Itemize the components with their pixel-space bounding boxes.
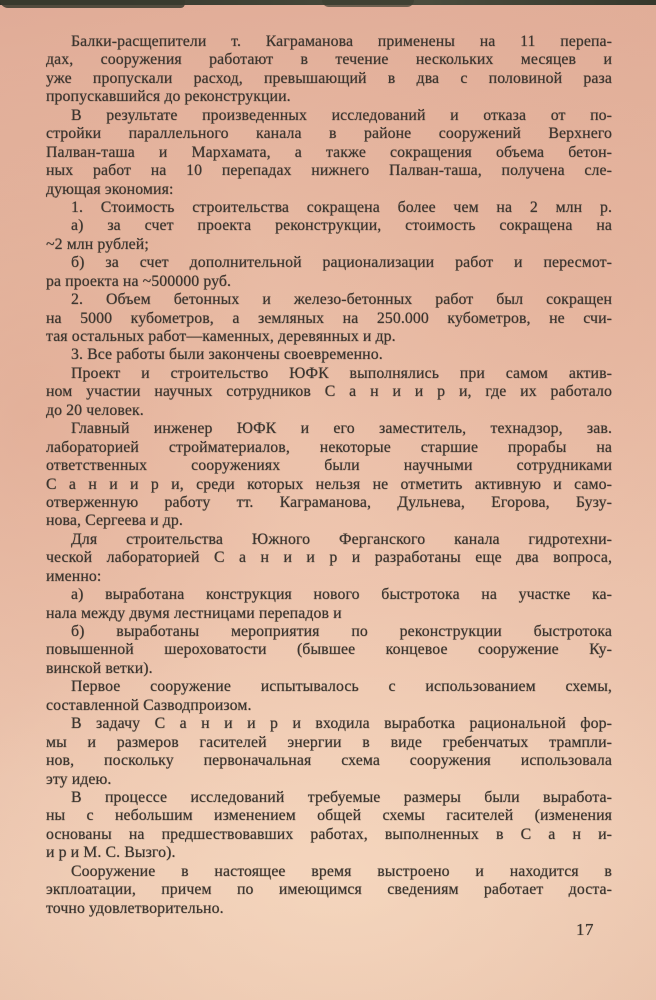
text-line: Сооружение в настоящее время выстроено и находится в [71, 862, 612, 880]
text-line: С а н и и р и, среди которых нельзя не отметить активную и само- [46, 475, 612, 493]
text-line: ческой лабораторией С а н и и р и разработаны еще два вопроса, [46, 549, 612, 567]
text-line: именно: [46, 567, 102, 585]
paragraph [46, 863, 612, 918]
text-line: ны с небольшим изменением общей схемы гасителей (изменения [46, 807, 612, 825]
paragraph [46, 586, 612, 623]
text-line: тая остальных работ—каменных, деревянных и др. [46, 328, 396, 345]
paragraph [46, 715, 612, 789]
text-line: отверженную работу тт. Каграманова, Дульнева, Егорова, Бузу- [46, 493, 612, 511]
text-line: основаны на предшествовавших работах, выполненных в С а н и- [46, 825, 612, 843]
text-line: Палван-таша и Мархамата, а также сокращения объема бетон- [46, 143, 612, 161]
paragraph [46, 291, 612, 346]
page-number: 17 [576, 920, 594, 939]
text-line: мы и размеров гасителей энергии в виде гребенчатых трампли- [46, 733, 612, 751]
text-line: дах, сооружения работают в течение нескольких месяцев и [46, 51, 612, 69]
paragraph [46, 678, 612, 715]
text-line: до 20 человек. [46, 401, 144, 419]
text-line: уже пропускали расход, превышающий в два с половиной раза [46, 69, 612, 87]
text-line: Для строительства Южного Ферганского канала гидротехни- [71, 530, 612, 548]
text-line: ~2 млн рублей; [46, 235, 149, 253]
paragraph [46, 531, 612, 586]
paragraph [46, 33, 612, 107]
text-line: повышенной шероховатости (бывшее концевое сооружение Ку- [46, 641, 612, 659]
text-line: эту идею. [46, 770, 112, 788]
text-line: В задачу С а н и и р и входила выработка рациональной фор- [71, 715, 612, 733]
text-line: б) за счет дополнительной рационализации работ и пересмот- [71, 254, 612, 272]
paragraph [46, 346, 612, 364]
paragraph [46, 254, 612, 291]
text-line: и р и М. С. Вызго). [46, 844, 176, 862]
text-line: нала между двумя лестницами перепадов и [46, 604, 342, 622]
paragraph [46, 623, 612, 678]
text-line: винской ветки). [46, 659, 153, 677]
text-line: точно удовлетворительно. [46, 899, 224, 917]
paragraph [46, 789, 612, 863]
text-line: 1. Стоимость строительства сокращена более чем на 2 млн р. [71, 198, 612, 216]
text-line: составленной Сазводпроизом. [46, 696, 252, 714]
text-line: нов, поскольку первоначальная схема сооружения использовала [46, 752, 612, 770]
paragraph [46, 107, 612, 199]
text-block [46, 33, 612, 918]
text-line: Проект и строительство ЮФК выполнялись при самом актив- [71, 364, 612, 382]
text-line: ном участии научных сотрудников С а н и и р и, где их работало [46, 383, 612, 401]
text-line: Балки-расщепители т. Каграманова применены на 11 перепа- [71, 33, 612, 50]
text-line: экплоатации, причем по имеющимся сведениям работает доста- [46, 881, 612, 899]
text-line: В процессе исследований требуемые размеры были выработа- [71, 788, 612, 806]
text-line: В результате произведенных исследований и отказа от по- [71, 106, 612, 124]
text-line: а) за счет проекта реконструкции, стоимость сокращена на [71, 217, 612, 235]
text-line: а) выработана конструкция нового быстротока на участке ка- [71, 586, 612, 604]
text-line: нова, Сергеева и др. [46, 512, 183, 530]
text-line: 2. Объем бетонных и железо-бетонных работ был сокращен [71, 291, 612, 309]
text-line: ра проекта на ~500000 руб. [46, 272, 232, 290]
scan-top-edge [0, 0, 656, 5]
paragraph [46, 199, 612, 217]
text-line: Главный инженер ЮФК и его заместитель, технадзор, зав. [71, 420, 612, 438]
text-line: б) выработаны мероприятия по реконструкции быстротока [71, 623, 612, 640]
text-line: 3. Все работы были закончены своевременно. [71, 346, 383, 364]
text-line: ных работ на 10 перепадах нижнего Палван-таша, получена сле- [46, 162, 612, 180]
text-line: на 5000 кубометров, а земляных на 250.000 кубометров, не счи- [46, 309, 612, 327]
text-line: Первое сооружение испытывалось с использованием схемы, [71, 678, 612, 696]
text-line: дующая экономия: [46, 180, 174, 198]
paragraph [46, 217, 612, 254]
text-line: стройки параллельного канала в районе сооружений Верхнего [46, 125, 612, 143]
paragraph [46, 420, 612, 531]
text-line: лабораторией стройматериалов, некоторые старшие прорабы на [46, 438, 612, 456]
text-line: ответственных сооружениях были научными сотрудниками [46, 457, 612, 475]
text-line: пропускавшийся до реконструкции. [46, 88, 291, 106]
paragraph [46, 365, 612, 420]
